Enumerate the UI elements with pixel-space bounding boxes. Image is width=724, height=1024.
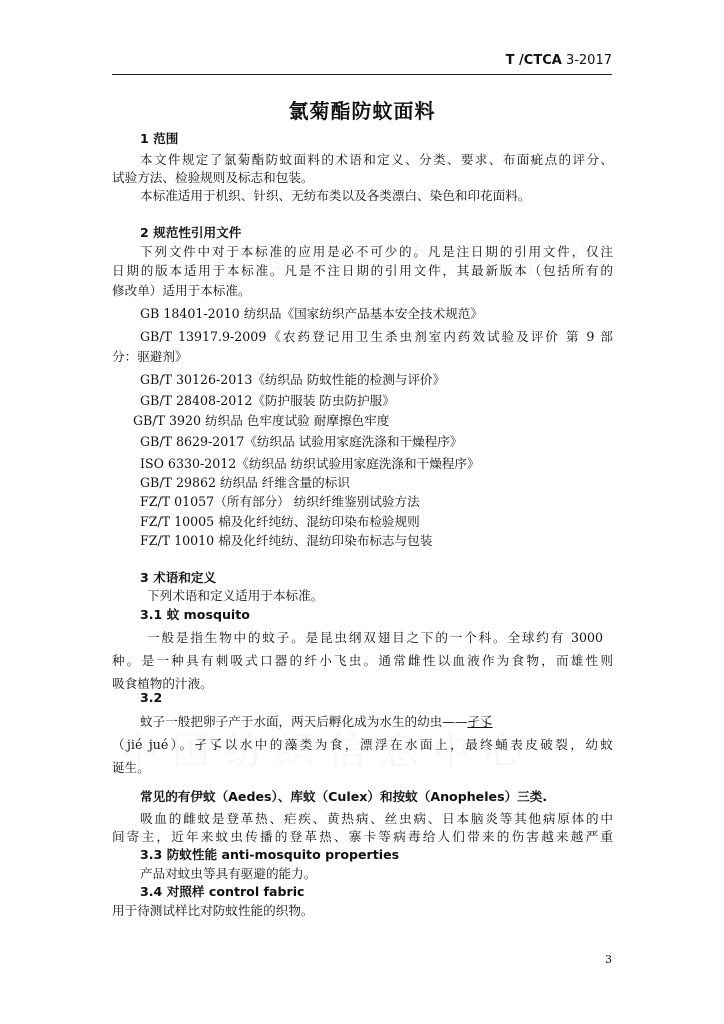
- section-2-heading: 2 规范性引用文件: [140, 225, 242, 240]
- reference-item: GB/T 8629-2017《纺织品 试验用家庭洗涤和干燥程序》: [140, 434, 463, 449]
- standard-code-prefix: T /CTCA: [505, 53, 562, 68]
- reference-item-continuation: 分：驱避剂》: [112, 349, 188, 364]
- reference-item: FZ/T 10010 棉及化纤纯纺、混纺印染布标志与包装: [140, 533, 433, 548]
- term-3-1-line-1: 一般是指生物中的蚊子。是昆虫纲双翅目之下的一个科。全球约有 3000: [147, 630, 603, 645]
- standard-code-number: 3-2017: [561, 53, 612, 68]
- header-rule: [112, 74, 612, 75]
- section-1-para-1-line-2: 试验方法、检验规则及标志和包装。: [112, 170, 314, 185]
- term-3-2-line-2: （jié jué）。孑孓以水中的藻类为食，漂浮在水面上，最终蛹表皮破裂，幼蚊: [112, 737, 613, 752]
- section-2-para-line-2: 日期的版本适用于本标准。凡是不注日期的引用文件，其最新版本（包括所有的: [112, 263, 613, 278]
- term-3-2-underlined-word: 孑孓: [467, 714, 493, 729]
- common-mosquito-types: 常见的有伊蚊（Aedes）、库蚊（Culex）和按蚊（Anopheles）三类.: [140, 789, 548, 804]
- reference-item: GB/T 29862 纺织品 纤维含量的标识: [140, 475, 350, 490]
- page-number: 3: [605, 953, 612, 966]
- term-3-2-line-1-text: 蚊子一般把卵子产于水面，两天后孵化成为水生的幼虫——: [140, 714, 468, 729]
- reference-item: ISO 6330-2012《纺织品 纺织试验用家庭洗涤和干燥程序》: [140, 456, 480, 471]
- term-3-1-line-2: 种。是一种具有刺吸式口器的纤小飞虫。通常雌性以血液作为食物，而雄性则: [112, 653, 613, 668]
- common-types-line-1: 吸血的雌蚊是登革热、疟疾、黄热病、丝虫病、日本脑炎等其他病原体的中: [140, 811, 613, 826]
- reference-item: FZ/T 10005 棉及化纤纯纺、混纺印染布检验规则: [140, 514, 420, 529]
- reference-item: GB/T 28408-2012《防护服装 防虫防护服》: [140, 393, 395, 408]
- section-3-intro: 下列术语和定义适用于本标准。: [147, 588, 324, 603]
- term-3-2-line-3: 诞生。: [112, 760, 150, 775]
- section-2-para-line-1: 下列文件中对于本标准的应用是必不可少的。凡是注日期的引用文件，仅注: [140, 244, 613, 259]
- reference-item: FZ/T 01057（所有部分） 纺织纤维鉴别试验方法: [140, 494, 420, 509]
- section-1-para-1-line-1: 本文件规定了氯菊酯防蚊面料的术语和定义、分类、要求、布面疵点的评分、: [140, 152, 613, 167]
- document-title: 氯菊酯防蚊面料: [288, 99, 436, 123]
- reference-item: GB/T 30126-2013《纺织品 防蚊性能的检测与评价》: [140, 372, 446, 387]
- common-types-line-2: 间寄主，近年来蚊虫传播的登革热、寨卡等病毒给人们带来的伤害越来越严重: [112, 829, 613, 844]
- reference-item: GB 18401-2010 纺织品《国家纺织产品基本安全技术规范》: [140, 306, 483, 321]
- section-2-para-line-3: 修改单）适用于本标准。: [112, 283, 251, 298]
- term-3-3-heading: 3.3 防蚊性能 anti-mosquito properties: [140, 847, 400, 862]
- term-3-2-heading: 3.2: [140, 690, 163, 705]
- standard-code: [506, 53, 612, 68]
- term-3-3-body: 产品对蚊虫等具有驱避的能力。: [140, 866, 317, 881]
- section-3-heading: 3 术语和定义: [140, 570, 217, 585]
- reference-item: GB/T 13917.9-2009《农药登记用卫生杀虫剂室内药效试验及评价 第 9 部: [140, 329, 613, 344]
- term-3-1-heading: 3.1 蚊 mosquito: [140, 607, 250, 622]
- section-1-heading: 1 范围: [140, 131, 179, 146]
- reference-item: GB/T 3920 纺织品 色牢度试验 耐摩擦色牢度: [133, 413, 390, 428]
- term-3-1-line-3: 吸食植物的汁液。: [112, 676, 213, 691]
- term-3-4-heading: 3.4 对照样 control fabric: [140, 884, 305, 899]
- term-3-4-body: 用于待测试样比对防蚊性能的织物。: [112, 903, 314, 918]
- term-3-2-line-1: [140, 714, 493, 730]
- section-1-para-2: 本标准适用于机织、针织、无纺布类以及各类漂白、染色和印花面料。: [140, 188, 531, 203]
